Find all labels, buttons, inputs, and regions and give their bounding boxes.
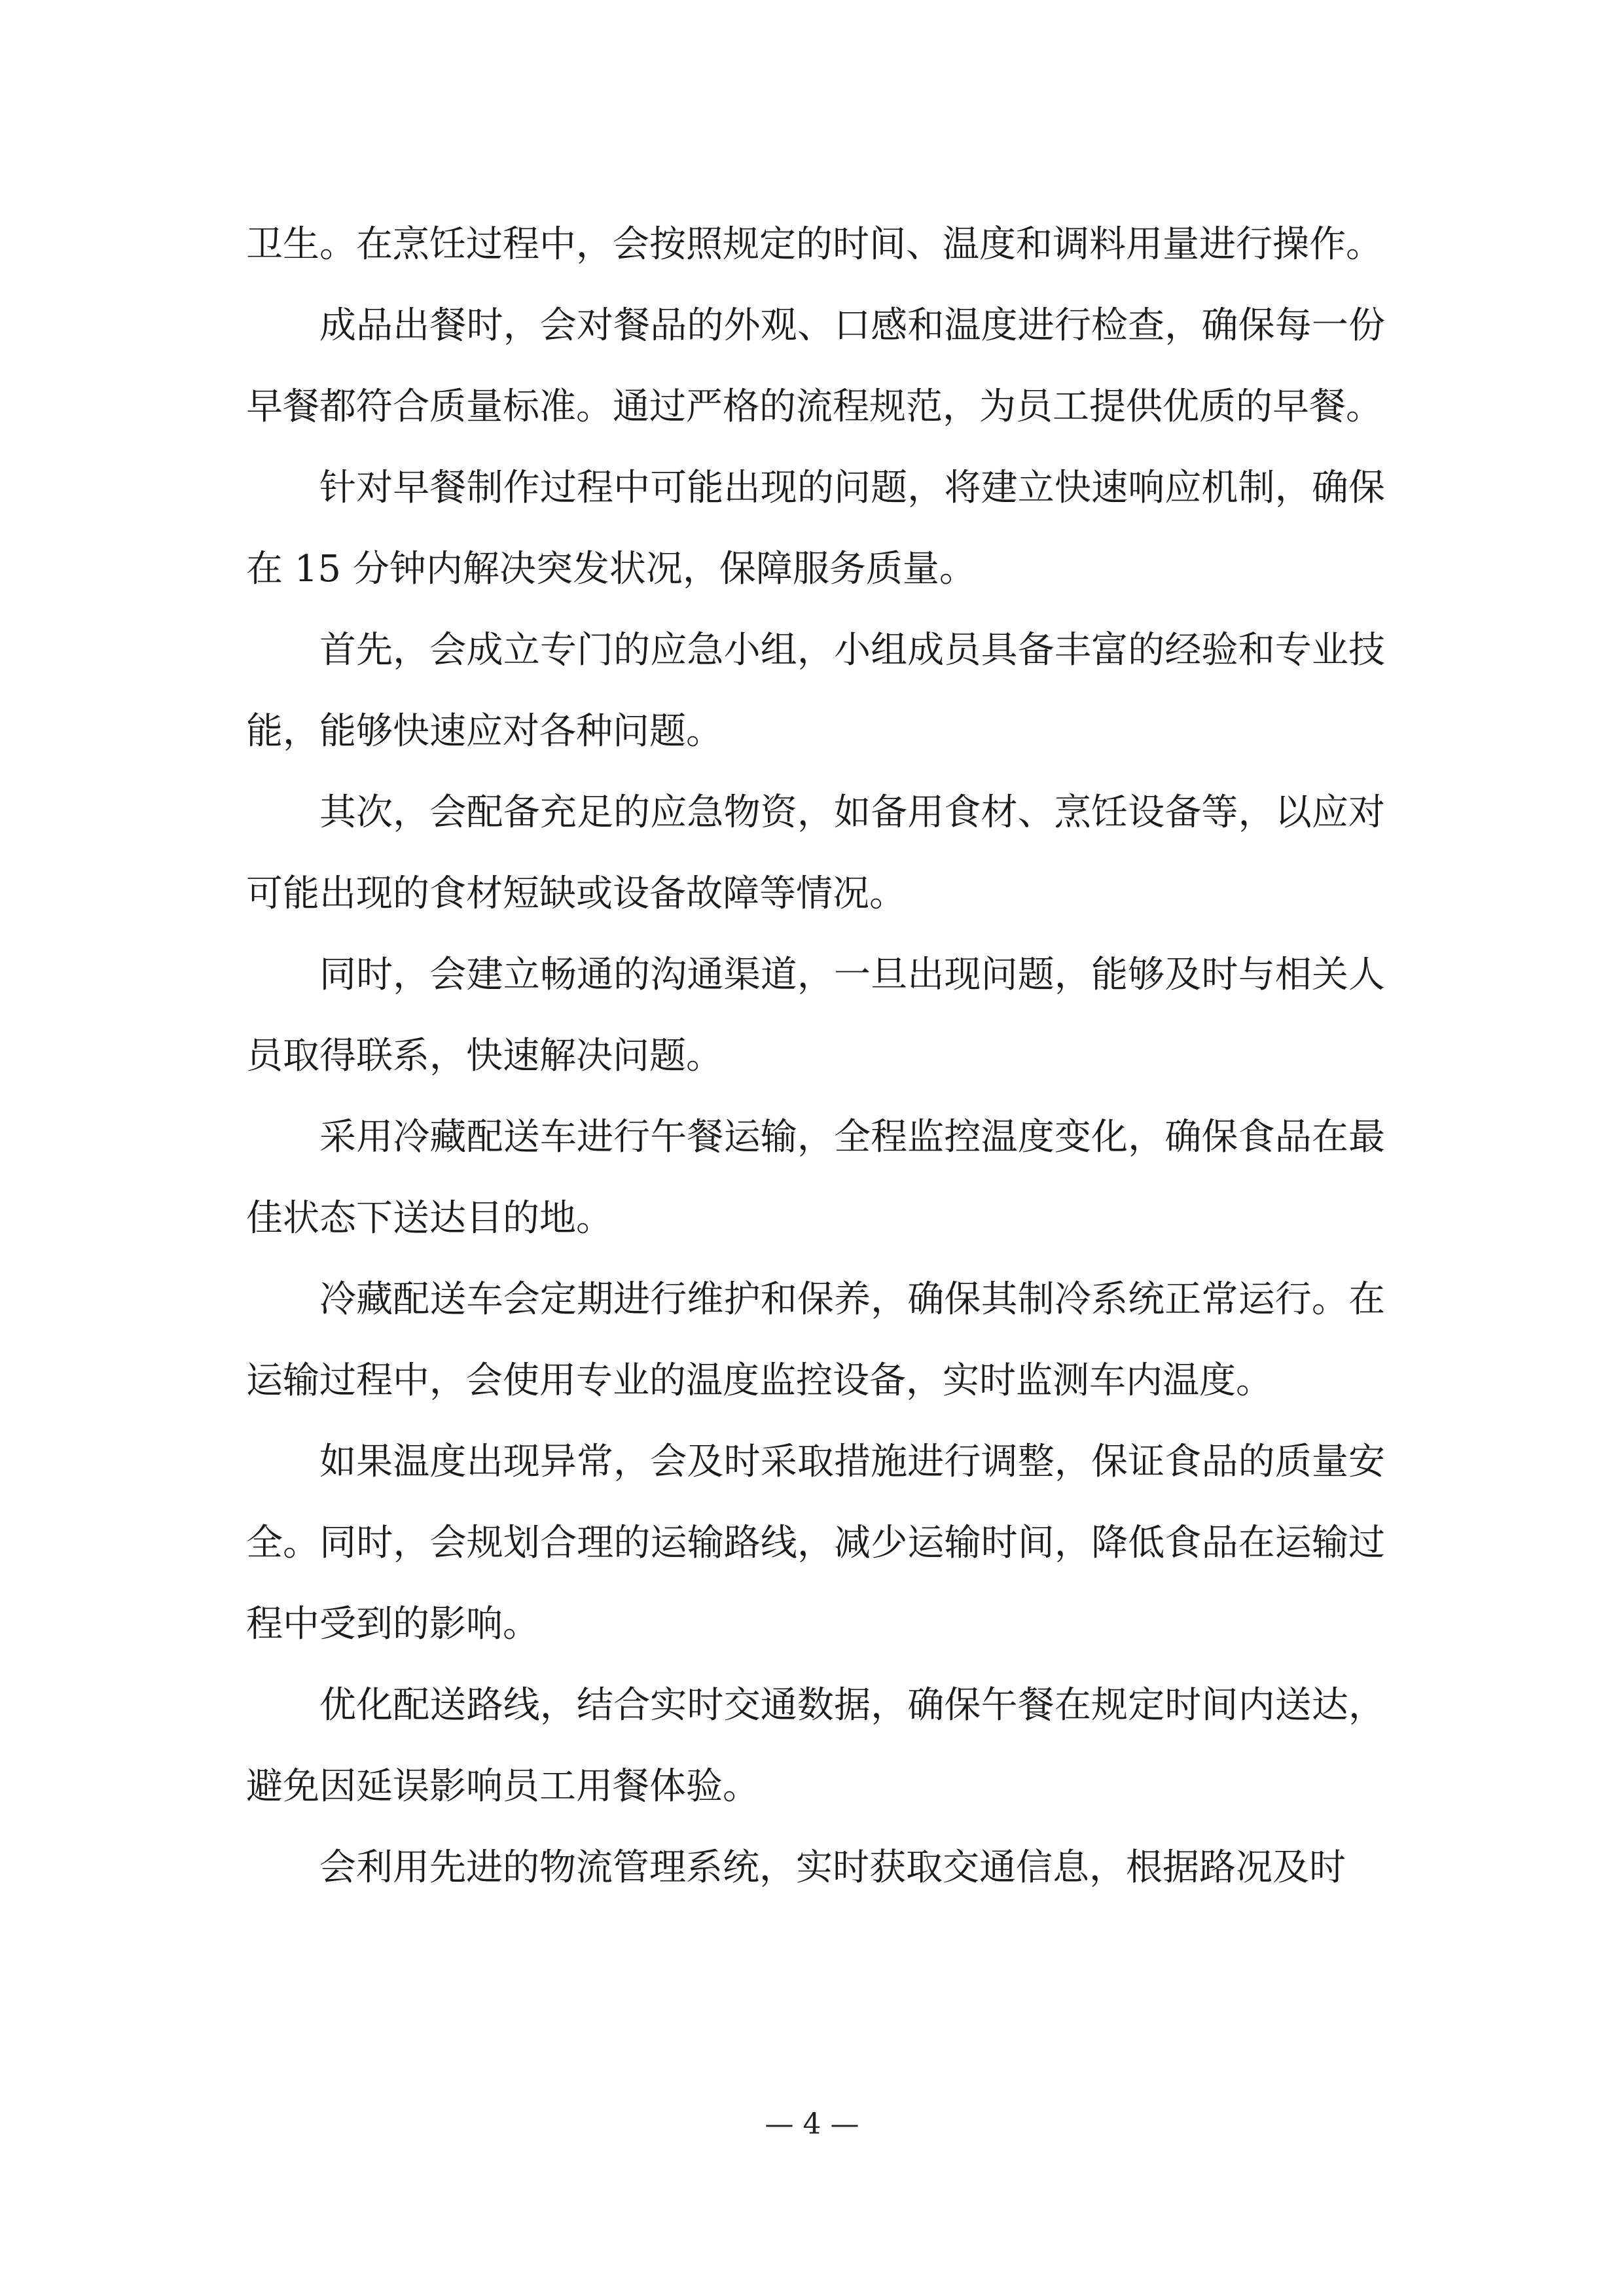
- paragraph-continued: 卫生。在烹饪过程中，会按照规定的时间、温度和调料用量进行操作。: [246, 223, 1382, 266]
- paragraph: 其次，会配备充足的应急物资，如备用食材、烹饪设备等，以应对可能出现的食材短缺或设备故障等情况。: [246, 791, 1385, 915]
- paragraph: 成品出餐时，会对餐品的外观、口感和温度进行检查，确保每一份早餐都符合质量标准。通过严格的流程规范，为员工提供优质的早餐。: [246, 304, 1385, 428]
- document-body: [246, 204, 1385, 1909]
- paragraph: 针对早餐制作过程中可能出现的问题，将建立快速响应机制，确保在 15 分钟内解决突发状况，保障服务质量。: [246, 467, 1385, 590]
- paragraph: 首先，会成立专门的应急小组，小组成员具备丰富的经验和专业技能，能够快速应对各种问题。: [246, 629, 1385, 753]
- paragraph: 优化配送路线，结合实时交通数据，确保午餐在规定时间内送达，避免因延误影响员工用餐体验。: [246, 1684, 1385, 1808]
- paragraph: 会利用先进的物流管理系统，实时获取交通信息，根据路况及时: [319, 1846, 1346, 1889]
- paragraph: 如果温度出现异常，会及时采取措施进行调整，保证食品的质量安全。同时，会规划合理的运输路线，减少运输时间，降低食品在运输过程中受到的影响。: [246, 1441, 1385, 1645]
- paragraph: 冷藏配送车会定期进行维护和保养，确保其制冷系统正常运行。在运输过程中，会使用专业的温度监控设备，实时监测车内温度。: [246, 1278, 1385, 1402]
- paragraph: 采用冷藏配送车进行午餐运输，全程监控温度变化，确保食品在最佳状态下送达目的地。: [246, 1116, 1385, 1240]
- page-number: — 4 —: [765, 2108, 859, 2141]
- paragraph: 同时，会建立畅通的沟通渠道，一旦出现问题，能够及时与相关人员取得联系，快速解决问题。: [246, 954, 1385, 1077]
